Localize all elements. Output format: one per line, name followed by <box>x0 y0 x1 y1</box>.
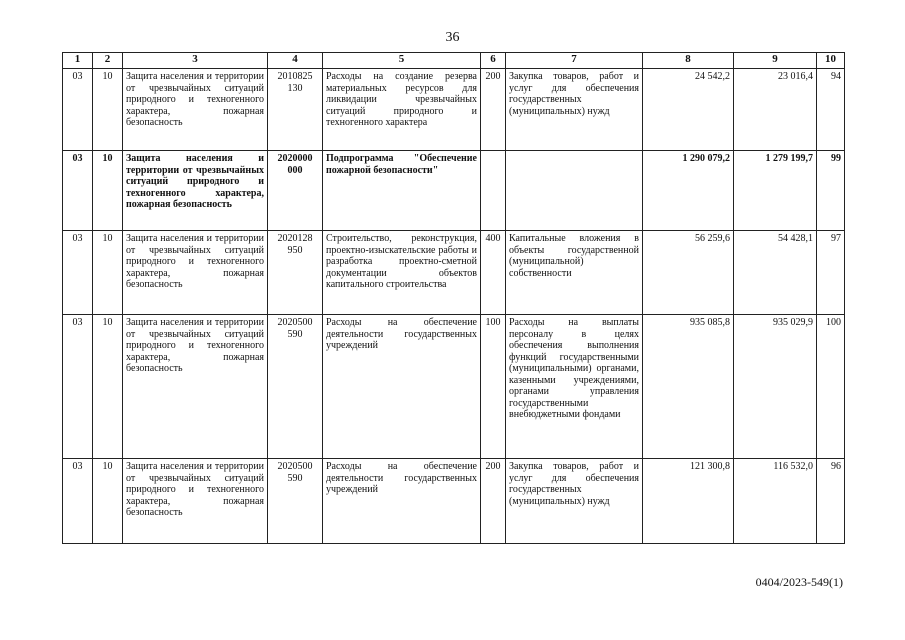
document-code: 0404/2023-549(1) <box>755 575 843 589</box>
cell-actual-amount: 116 532,0 <box>734 459 817 544</box>
cell-target-code: 2020000 000 <box>268 151 323 231</box>
cell-target-code: 2020500 590 <box>268 315 323 459</box>
cell-section-name: Защита населения и территории от чрезвычайных ситуаций природного и техногенного характера, пожарная безопасность <box>123 459 268 544</box>
cell-expense-type-name: Капитальные вложения в объекты государственной (муниципальной) собственности <box>506 231 643 315</box>
table-row <box>63 69 845 151</box>
cell-execution-percent: 100 <box>817 315 845 459</box>
cell-actual-amount: 23 016,4 <box>734 69 817 151</box>
column-header: 9 <box>734 53 817 69</box>
cell-expense-type: 200 <box>481 459 506 544</box>
cell-target-code: 2020128 950 <box>268 231 323 315</box>
cell-section: 03 <box>63 151 93 231</box>
cell-section: 03 <box>63 315 93 459</box>
cell-actual-amount: 54 428,1 <box>734 231 817 315</box>
cell-section-name: Защита населения и территории от чрезвычайных ситуаций природного и техногенного характера, пожарная безопасность <box>123 69 268 151</box>
cell-actual-amount: 1 279 199,7 <box>734 151 817 231</box>
cell-subsection: 10 <box>93 315 123 459</box>
column-header: 6 <box>481 53 506 69</box>
cell-expense-type: 200 <box>481 69 506 151</box>
cell-execution-percent: 96 <box>817 459 845 544</box>
cell-section: 03 <box>63 459 93 544</box>
budget-table <box>62 52 845 544</box>
cell-execution-percent: 99 <box>817 151 845 231</box>
cell-expense-type: 100 <box>481 315 506 459</box>
column-header: 7 <box>506 53 643 69</box>
cell-section-name: Защита населения и территории от чрезвычайных ситуаций природного и техногенного характера, пожарная безопасность <box>123 315 268 459</box>
cell-actual-amount: 935 029,9 <box>734 315 817 459</box>
cell-expense-type-name <box>506 151 643 231</box>
cell-expense-type-name: Закупка товаров, работ и услуг для обеспечения государственных (муниципальных) нужд <box>506 459 643 544</box>
cell-target-code: 2020500 590 <box>268 459 323 544</box>
table-row <box>63 315 845 459</box>
cell-section-name: Защита населения и территории от чрезвычайных ситуаций природного и техногенного характера, пожарная безопасность <box>123 231 268 315</box>
column-header: 3 <box>123 53 268 69</box>
cell-expense-name: Подпрограмма "Обеспечение пожарной безопасности" <box>323 151 481 231</box>
cell-execution-percent: 97 <box>817 231 845 315</box>
header-row <box>63 53 845 69</box>
column-header: 5 <box>323 53 481 69</box>
cell-expense-type-name: Расходы на выплаты персоналу в целях обеспечения выполнения функций государственными (муниципальными) органами, казенными учреждениями, органами управления государственными внебюджетными фондами <box>506 315 643 459</box>
cell-target-code: 2010825 130 <box>268 69 323 151</box>
cell-planned-amount: 56 259,6 <box>643 231 734 315</box>
cell-section-name: Защита населения и территории от чрезвычайных ситуаций природного и техногенного характера, пожарная безопасность <box>123 151 268 231</box>
cell-section: 03 <box>63 69 93 151</box>
cell-expense-type: 400 <box>481 231 506 315</box>
cell-section: 03 <box>63 231 93 315</box>
cell-planned-amount: 1 290 079,2 <box>643 151 734 231</box>
column-header: 8 <box>643 53 734 69</box>
table-row <box>63 231 845 315</box>
column-header: 1 <box>63 53 93 69</box>
column-header: 4 <box>268 53 323 69</box>
page-number: 36 <box>445 30 460 45</box>
cell-execution-percent: 94 <box>817 69 845 151</box>
cell-expense-type <box>481 151 506 231</box>
cell-planned-amount: 935 085,8 <box>643 315 734 459</box>
table-row <box>63 459 845 544</box>
cell-subsection: 10 <box>93 69 123 151</box>
cell-planned-amount: 121 300,8 <box>643 459 734 544</box>
column-header: 2 <box>93 53 123 69</box>
cell-subsection: 10 <box>93 459 123 544</box>
table-row <box>63 151 845 231</box>
cell-expense-name: Строительство, реконструкция, проектно-изыскательские работы и разработка проектно-сметной документации объектов капитального строительства <box>323 231 481 315</box>
cell-planned-amount: 24 542,2 <box>643 69 734 151</box>
cell-expense-name: Расходы на обеспечение деятельности государственных учреждений <box>323 315 481 459</box>
cell-subsection: 10 <box>93 151 123 231</box>
column-header: 10 <box>817 53 845 69</box>
cell-expense-name: Расходы на обеспечение деятельности государственных учреждений <box>323 459 481 544</box>
cell-expense-name: Расходы на создание резерва материальных ресурсов для ликвидации чрезвычайных ситуаций природного и техногенного характера <box>323 69 481 151</box>
cell-subsection: 10 <box>93 231 123 315</box>
cell-expense-type-name: Закупка товаров, работ и услуг для обеспечения государственных (муниципальных) нужд <box>506 69 643 151</box>
